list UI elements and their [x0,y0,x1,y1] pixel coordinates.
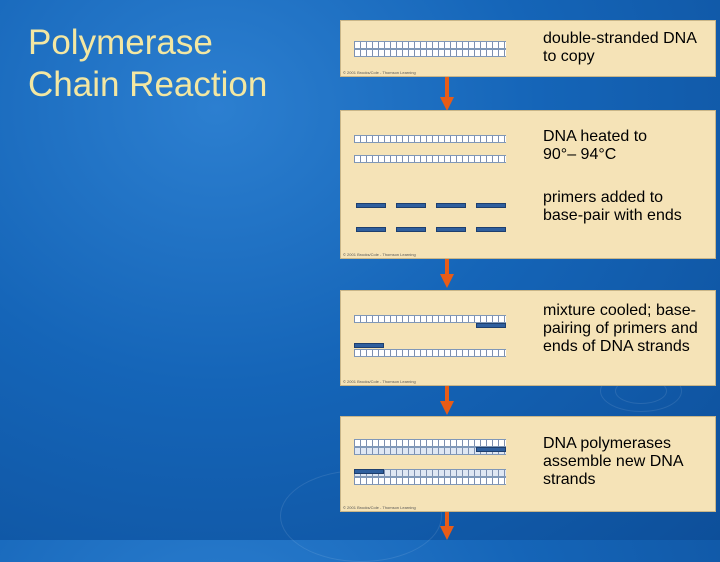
title-line-1: Polymerase [28,23,213,62]
image-credit: © 2001 Brooks/Cole - Thomson Learning [343,70,416,75]
primer [356,227,386,232]
primer [396,227,426,232]
primer [476,227,506,232]
dna-strand-with-primer [354,315,506,323]
primer [396,203,426,208]
primer [436,203,466,208]
dna-double-strand [354,41,506,57]
dna-strand [354,477,506,485]
dna-strand-with-primer [354,349,506,357]
primer [476,203,506,208]
dna-strand [354,41,506,49]
down-arrow-icon [440,259,454,288]
dna-strand [354,135,506,143]
step-text-3: primers added to base-pair with ends [543,189,682,224]
image-credit: © 2001 Brooks/Cole - Thomson Learning [343,505,416,510]
step-text-4: mixture cooled; base-pairing of primers and ends of DNA strands [543,302,698,355]
primer [356,203,386,208]
image-credit: © 2001 Brooks/Cole - Thomson Learning [343,252,416,257]
primer [354,469,384,474]
down-arrow-icon [440,77,454,111]
dna-strand [354,349,506,357]
down-arrow-icon [440,386,454,415]
dna-extended-strands [354,469,506,485]
title-line-2: Chain Reaction [28,65,268,104]
primer [476,447,506,452]
slide-title [28,22,267,106]
step-text-5: DNA polymerases assemble new DNA strands [543,435,683,488]
image-credit: © 2001 Brooks/Cole - Thomson Learning [343,379,416,384]
dna-extended-strands [354,439,506,455]
down-arrow-icon [440,512,454,540]
step-text-2: DNA heated to 90°– 94°C [543,128,648,163]
dna-strand [354,315,506,323]
dna-strand [354,155,506,163]
dna-strand [354,439,506,447]
step-text-1: double-stranded DNA to copy [543,30,696,65]
primer [476,323,506,328]
dna-strand [354,49,506,57]
primer [354,343,384,348]
primer [436,227,466,232]
dna-separated-strands [354,135,506,163]
